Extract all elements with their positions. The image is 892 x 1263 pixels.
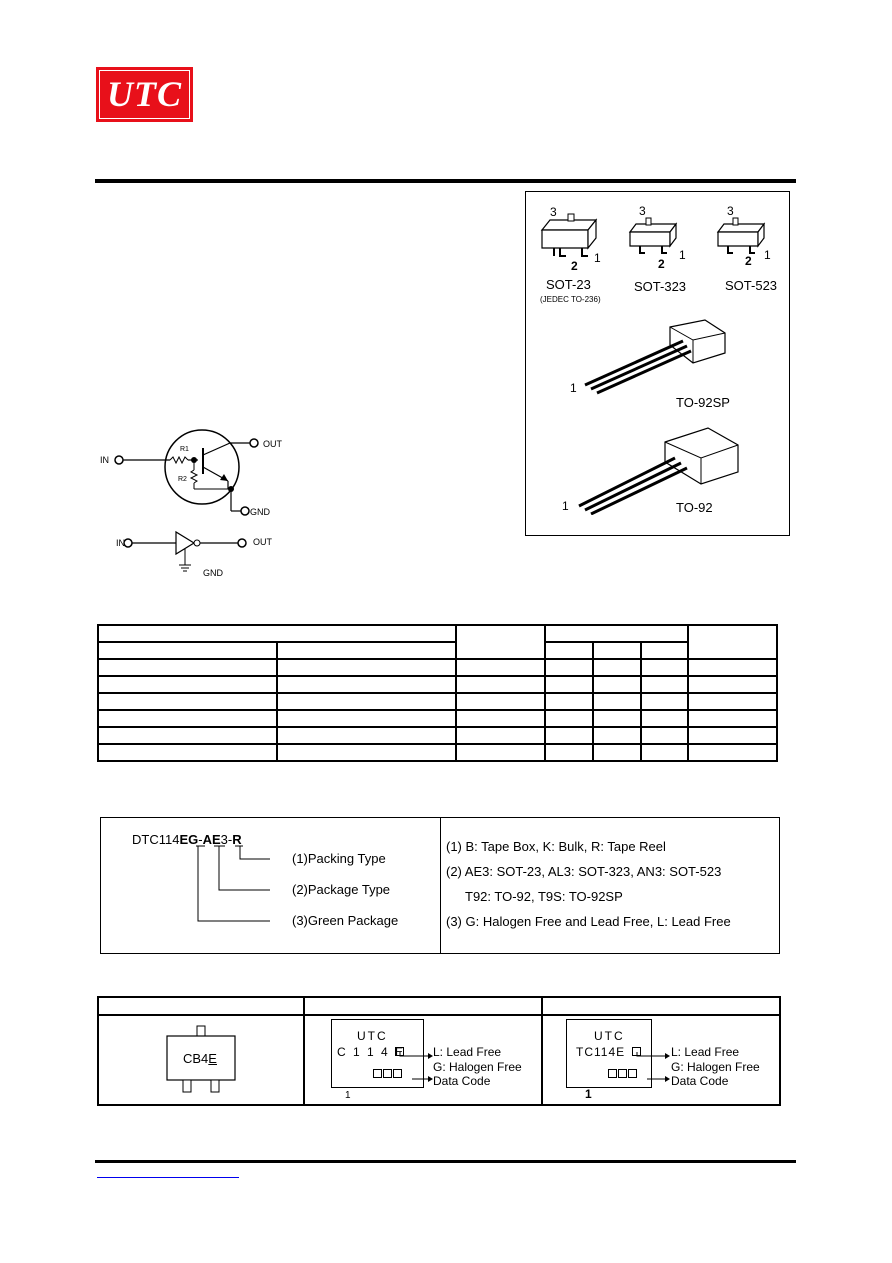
marking3-utc: UTC bbox=[594, 1029, 625, 1043]
table-row bbox=[98, 659, 777, 676]
footer-website-link[interactable] bbox=[97, 1177, 239, 1178]
table-row bbox=[98, 744, 777, 761]
chip-code: CB4 bbox=[183, 1051, 209, 1066]
marking2-arrows bbox=[398, 1052, 434, 1086]
marking3-code: TC114E bbox=[576, 1045, 626, 1059]
marking3-lead-free: L: Lead Free bbox=[671, 1045, 740, 1059]
marking2-utc: UTC bbox=[357, 1029, 388, 1043]
circuit-r1-label: R1 bbox=[180, 446, 189, 453]
part-r: R bbox=[232, 832, 242, 847]
label-package-type: (2)Package Type bbox=[292, 882, 391, 897]
marking3-halogen-free: G: Halogen Free bbox=[671, 1060, 760, 1074]
sot323-label: SOT-323 bbox=[634, 279, 687, 294]
marking3-arrows bbox=[635, 1052, 671, 1086]
marking3-date-boxes bbox=[608, 1065, 638, 1083]
part-3: 3 bbox=[220, 832, 228, 847]
to92-label: TO-92 bbox=[676, 500, 713, 515]
circuit-in2-label: IN bbox=[116, 538, 125, 548]
sot523-drawing bbox=[718, 218, 764, 253]
marking3-pin1: 1 bbox=[585, 1087, 592, 1101]
note-package-to92: T92: TO-92, T9S: TO-92SP bbox=[465, 889, 623, 904]
marking3-data-code: Data Code bbox=[671, 1074, 729, 1088]
note-package: (2) AE3: SOT-23, AL3: SOT-323, AN3: SOT-523 bbox=[446, 864, 722, 879]
marking2-halogen-free: G: Halogen Free bbox=[433, 1060, 522, 1074]
circuit-r2-label: R2 bbox=[178, 476, 187, 483]
sot523-pin2: 2 bbox=[745, 254, 752, 268]
table-row bbox=[98, 676, 777, 693]
table-row bbox=[98, 997, 780, 1015]
header-rule bbox=[95, 179, 796, 183]
decoder-leader-lines bbox=[190, 845, 290, 930]
circuit-gnd-label: GND bbox=[250, 507, 270, 517]
decoder-divider bbox=[440, 817, 441, 954]
marking2-code: C 1 1 4 E bbox=[337, 1045, 406, 1059]
part-ae: AE bbox=[202, 832, 221, 847]
marking2-pin1: 1 bbox=[345, 1090, 351, 1101]
chip-code-suffix: E bbox=[208, 1051, 217, 1066]
circuit-out-label: OUT bbox=[263, 439, 282, 449]
label-packing-type: (1)Packing Type bbox=[292, 851, 386, 866]
sot23-pin2: 2 bbox=[571, 259, 578, 273]
sot23-pin1: 1 bbox=[594, 251, 601, 265]
equivalent-circuit bbox=[110, 425, 280, 585]
part-e: E bbox=[179, 832, 189, 847]
sot523-pin1: 1 bbox=[764, 248, 771, 262]
sot323-drawing bbox=[630, 218, 676, 253]
sot23-pin3: 3 bbox=[550, 205, 557, 219]
table-row bbox=[98, 727, 777, 744]
to92-drawing bbox=[573, 420, 743, 515]
to92sp-drawing bbox=[575, 315, 735, 395]
footer-rule bbox=[95, 1160, 796, 1163]
circuit-in-label: IN bbox=[100, 455, 109, 465]
note-green: (3) G: Halogen Free and Lead Free, L: Lead Free bbox=[446, 914, 731, 929]
sot23-drawing bbox=[542, 214, 596, 256]
part-prefix: DTC114 bbox=[132, 832, 180, 847]
circuit-out2-label: OUT bbox=[253, 537, 272, 547]
label-green-package: (3)Green Package bbox=[292, 913, 399, 928]
note-packing: (1) B: Tape Box, K: Bulk, R: Tape Reel bbox=[446, 839, 666, 854]
to92sp-pin1: 1 bbox=[570, 381, 577, 395]
chip-marking-code bbox=[183, 1052, 217, 1066]
sot23-label: SOT-23 bbox=[546, 277, 591, 292]
marking2-data-code: Data Code bbox=[433, 1074, 491, 1088]
part-dash2: - bbox=[227, 832, 233, 847]
table-row bbox=[98, 625, 777, 642]
sot523-label: SOT-523 bbox=[725, 278, 778, 293]
to92sp-label: TO-92SP bbox=[676, 395, 730, 410]
table-row bbox=[98, 693, 777, 710]
table-row bbox=[98, 710, 777, 727]
to92-pin1: 1 bbox=[562, 499, 569, 513]
utc-logo bbox=[96, 67, 193, 122]
sot523-pin3: 3 bbox=[727, 204, 734, 218]
sot23-jedec-note: (JEDEC TO-236) bbox=[540, 295, 601, 304]
sot323-pin3: 3 bbox=[639, 204, 646, 218]
part-dash1: - bbox=[198, 832, 203, 847]
table-row bbox=[98, 642, 777, 659]
marking2-lead-free: L: Lead Free bbox=[433, 1045, 502, 1059]
sot323-pin1: 1 bbox=[679, 248, 686, 262]
sot323-pin2: 2 bbox=[658, 257, 665, 271]
logo-text: UTC bbox=[107, 74, 182, 114]
ordering-info-table bbox=[97, 624, 778, 762]
circuit-gnd2-label: GND bbox=[203, 568, 223, 578]
part-g: G bbox=[188, 832, 199, 847]
